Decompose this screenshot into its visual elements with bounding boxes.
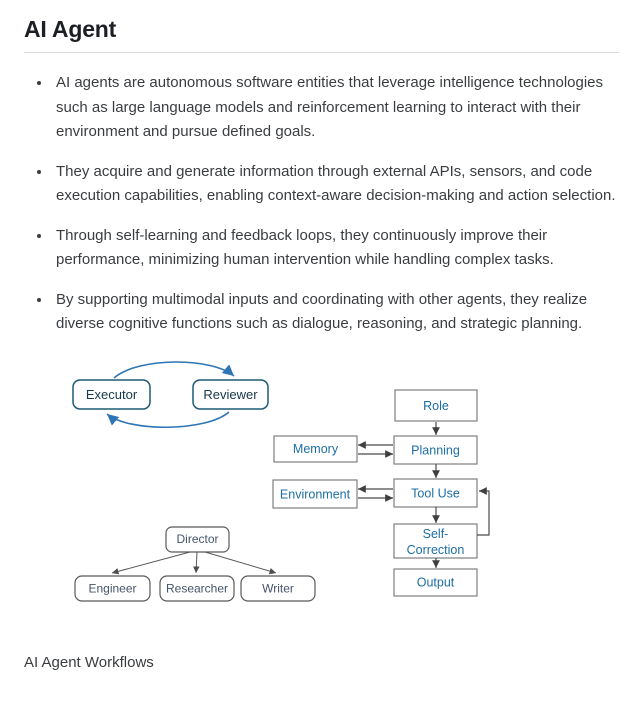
bullet-item: • Through self-learning and feedback loops, they continuously improve their performance, minimizing human intervention while handling complex tasks.	[52, 223, 619, 273]
team-group	[75, 527, 315, 601]
title-divider	[24, 52, 619, 53]
arrow-director-to-engineer	[112, 552, 190, 573]
reviewer-label: Reviewer	[203, 386, 258, 402]
planning-label: Planning	[411, 443, 460, 457]
bullet-list	[24, 70, 619, 337]
researcher-label: Researcher	[165, 581, 229, 595]
tool-use-label: Tool Use	[411, 486, 460, 500]
memory-label: Memory	[292, 441, 339, 456]
writer-label: Writer	[262, 581, 294, 595]
page-title: AI Agent	[24, 16, 117, 42]
bullet-item: • By supporting multimodal inputs and coordinating with other agents, they realize diverse cognitive functions such as dialogue, reasoning, and strategic planning.	[52, 287, 619, 337]
self-correction-label-line1: Self-	[422, 526, 449, 541]
workflow-diagram	[24, 351, 619, 616]
arrow-executor-to-reviewer	[114, 361, 234, 377]
role-label: Role	[423, 398, 449, 413]
engineer-label: Engineer	[88, 581, 137, 595]
review-loop-group	[73, 361, 268, 426]
pipeline-group	[273, 390, 489, 596]
document-page	[0, 14, 643, 672]
arrow-director-to-researcher	[196, 552, 197, 573]
bullet-item: • AI agents are autonomous software entities that leverage intelligence technologies such as large language models and reinforcement learning to interact with their environment and pursue defined goals.	[52, 70, 619, 145]
arrow-reviewer-to-executor	[107, 412, 229, 427]
arrow-director-to-writer	[205, 552, 276, 573]
arrow-self-correction-feedback-to-tool-use	[477, 491, 489, 535]
output-label: Output	[416, 575, 455, 589]
executor-label: Executor	[85, 386, 138, 402]
environment-label: Environment	[279, 487, 351, 501]
director-label: Director	[176, 531, 219, 546]
workflow-diagram-canvas	[0, 351, 643, 616]
figure-caption: AI Agent Workflows	[24, 653, 154, 671]
self-correction-label-line2: Correction	[406, 542, 465, 557]
bullet-item: • They acquire and generate information through external APIs, sensors, and code execution capabilities, enabling context-aware decision-making and action selection.	[52, 159, 619, 209]
